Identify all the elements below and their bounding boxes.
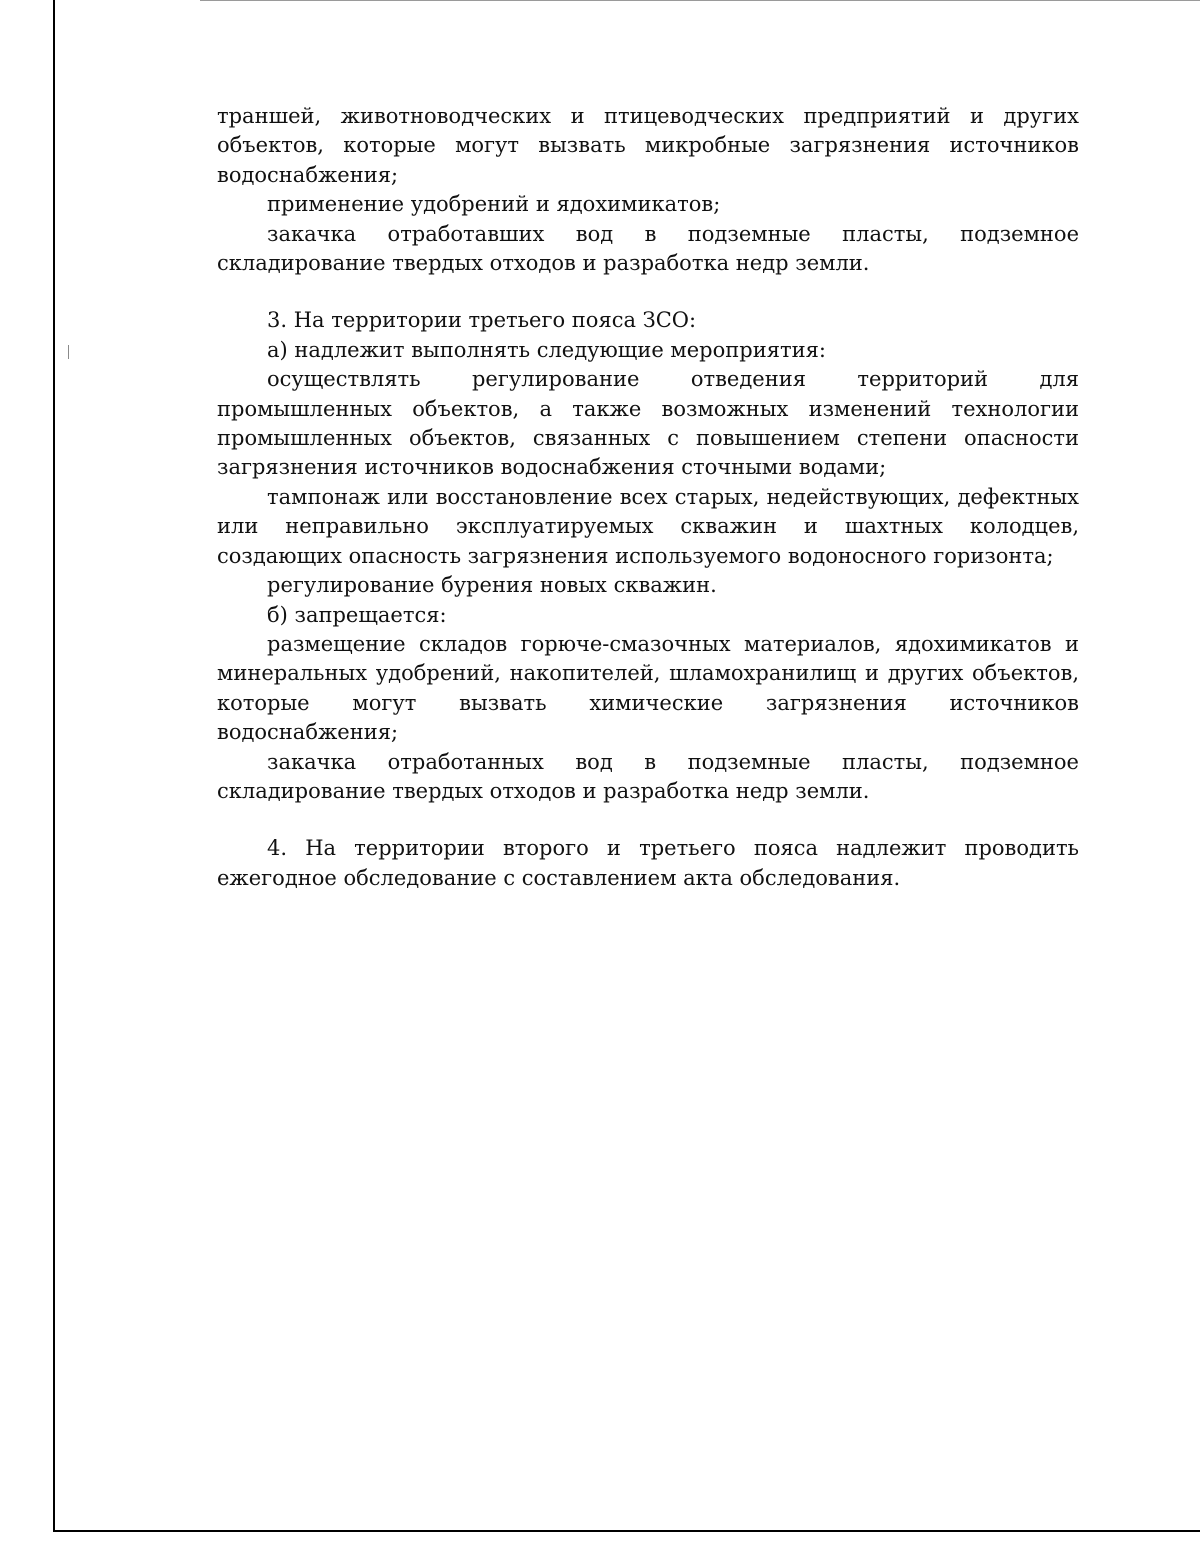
paragraph-continuation: траншей, животноводческих и птицеводческих предприятий и других объектов, которые могут вызвать микробные загрязнения источников водоснабжения; (217, 104, 1079, 187)
scan-bottom-border (53, 1530, 1200, 1532)
paragraph-storage-ban: размещение складов горюче-смазочных материалов, ядохимикатов и минеральных удобрений, накопителей, шламохранилищ и других объектов, которые могут вызвать химические загрязнения источников водоснабжения; (217, 631, 1079, 745)
subsection-a-heading: а) надлежит выполнять следующие мероприятия: (267, 337, 826, 362)
document-body (217, 102, 1079, 893)
paragraph-well-plugging: тампонаж или восстановление всех старых, недействующих, дефектных или неправильно эксплуатируемых скважин и шахтных колодцев, создающих опасность загрязнения используемого водоносного горизонта; (217, 484, 1079, 568)
scan-top-edge (200, 0, 1200, 1)
paragraph-injection-second-belt: закачка отработавших вод в подземные пласты, подземное складирование твердых отходов и разработка недр земли. (217, 221, 1079, 276)
subsection-b-heading: б) запрещается: (267, 602, 447, 627)
paragraph-drilling-regulation: регулирование бурения новых скважин. (267, 573, 717, 598)
paragraph-injection-third-belt: закачка отработанных вод в подземные пласты, подземное складирование твердых отходов и разработка недр земли. (217, 749, 1079, 803)
paragraph-fertilizers: применение удобрений и ядохимикатов; (267, 192, 721, 217)
scan-speck (68, 345, 69, 359)
section-gap (217, 278, 1079, 306)
scan-left-border (53, 0, 55, 1532)
section-3-heading: 3. На территории третьего пояса ЗСО: (267, 308, 697, 333)
paragraph-territory-regulation: осуществлять регулирование отведения территорий для промышленных объектов, а также возможных изменений технологии промышленных объектов, связанных с повышением степени опасности загрязнения источников водоснабжения сточными водами; (217, 367, 1079, 480)
section-gap (217, 806, 1079, 834)
section-4-paragraph: 4. На территории второго и третьего пояса надлежит проводить ежегодное обследование с составлением акта обследования. (217, 836, 1079, 890)
